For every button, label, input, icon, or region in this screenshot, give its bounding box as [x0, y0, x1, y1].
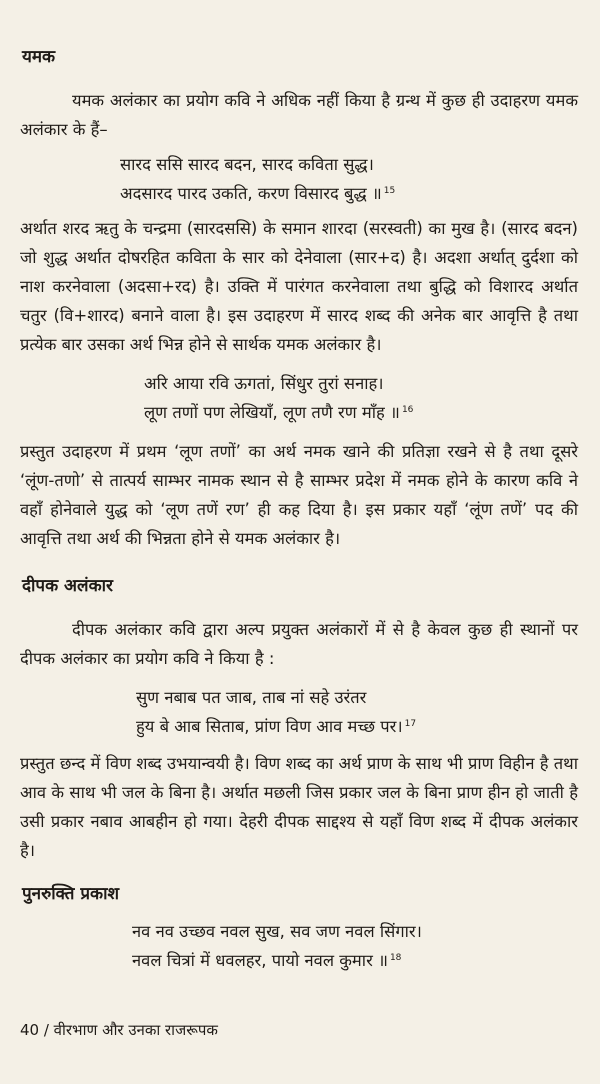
footnote-marker: 18 [389, 952, 402, 963]
section-gap [20, 553, 578, 575]
verse-line: हुय बे आब सिताब, प्रांण विण आव मच्छ पर। $^{17}$ [136, 717, 417, 736]
deepak-verse [136, 683, 578, 741]
yamak-explanation: अर्थात शरद ऋतु के चन्द्रमा (सारदससि) के समान शारदा (सरस्वती) का मुख है। (सारद बदन) जो शुद्ध अर्थात दोषरहित कविता के सार को देनेवाला (सार+द) है। अदशा अर्थात् दुर्दशा को नाश करनेवाला (अदसा+रद) है। उक्ति में पारंगत करनेवाला तथा बुद्धि को विशारद अर्थात चतुर (वि+शारद) बनाने वाला है। इस उदाहरण में सारद शब्द की अनेक बार आवृत्ति है तथा प्रत्येक बार उसका अर्थ भिन्न होने से सार्थक यमक अलंकार है। [20, 219, 578, 354]
deepak-explanation: प्रस्तुत छन्द में विण शब्द उभयान्वयी है। विण शब्द का अर्थ प्राण के साथ भी प्राण विहीन है तथा आव के साथ भी जल के बिना है। अर्थात मछली जिस प्रकार जल के बिना प्राण हीन हो जाती है उसी प्रकार नबाव आबहीन हो गया। देहरी दीपक साद्दश्य से यहाँ विण शब्द में दीपक अलंकार है। [20, 754, 578, 860]
footnote-marker: 16 [401, 404, 414, 415]
footnote-marker: 17 [404, 718, 417, 729]
section-gap [20, 865, 578, 883]
yamak-verse-1 [120, 150, 578, 208]
verse-line: सुण नबाब पत जाब, ताब नां सहे उरंतर [136, 688, 367, 707]
deepak-intro: दीपक अलंकार कवि द्वारा अल्प प्रयुक्त अलंकारों में से है केवल कुछ ही स्थानों पर दीपक अलंकार का प्रयोग कवि ने किया है : [20, 620, 578, 668]
verse-line: नवल चित्रां में धवलहर, पायो नवल कुमार ॥ $^{18}$ [132, 951, 402, 970]
verse-line: अदसारद पारद उकति, करण विसारद बुद्ध ॥ $^{15}$ [120, 184, 396, 203]
yamak-verse-2 [144, 369, 578, 427]
page-footer: 40 / वीरभाण और उनका राजरूपक [20, 1021, 218, 1039]
section-heading-deepak: दीपक अलंकार [22, 576, 113, 596]
footnote-marker: 15 [383, 185, 396, 196]
section-heading-yamak: यमक [22, 47, 56, 67]
punarukti-verse [132, 917, 578, 975]
verse-line: नव नव उच्छव नवल सुख, सव जण नवल सिंगार। [132, 922, 422, 941]
verse-line: सारद ससि सारद बदन, सारद कविता सुद्ध। [120, 155, 374, 174]
verse-line: अरि आया रवि ऊगतां, सिंधुर तुरां सनाह। [144, 374, 384, 393]
yamak-intro: यमक अलंकार का प्रयोग कवि ने अधिक नहीं किया है ग्रन्थ में कुछ ही उदाहरण यमक अलंकार के हैं– [20, 91, 578, 139]
section-heading-punarukti: पुनरुक्ति प्रकाश [22, 884, 120, 904]
yamak-explanation-2: प्रस्तुत उदाहरण में प्रथम ‘लूण तणों’ का अर्थ नमक खाने की प्रतिज्ञा रखने से है तथा दूसरे ‘लूंण-तणो’ से तात्पर्य साम्भर नामक स्थान से है साम्भर प्रदेश में नमक होने के कारण कवि ने वहाँ होनेवाले युद्ध को ‘लूण तणें रण’ ही कह दिया है। इस प्रकार यहाँ ‘लूंण तणें’ पद की आवृत्ति तथा अर्थ की भिन्नता होने से यमक अलंकार है। [20, 442, 578, 548]
verse-line: लूण तणों पण लेखियाँ, लूण तणै रण माँह ॥ $^{16}$ [144, 403, 414, 422]
